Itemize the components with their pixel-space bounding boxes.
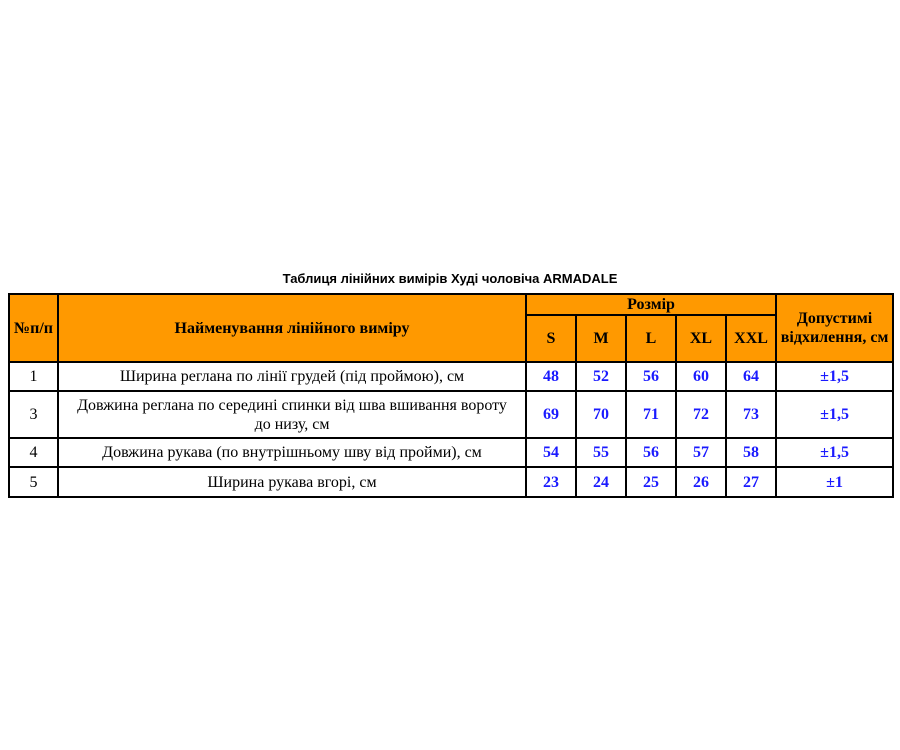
- row-tolerance: ±1,5: [776, 391, 893, 438]
- header-size-group: Розмір: [526, 294, 776, 315]
- value-m: 70: [576, 391, 626, 438]
- value-m: 55: [576, 438, 626, 467]
- header-row-top: [9, 294, 893, 315]
- value-l: 56: [626, 438, 676, 467]
- value-xxl: 64: [726, 362, 776, 391]
- row-measurement-name: Ширина рукава вгорі, см: [58, 467, 526, 497]
- row-tolerance: ±1,5: [776, 362, 893, 391]
- value-m: 52: [576, 362, 626, 391]
- header-size-m: M: [576, 315, 626, 362]
- size-chart-table: [8, 293, 894, 498]
- value-xl: 72: [676, 391, 726, 438]
- value-l: 25: [626, 467, 676, 497]
- table-row: [9, 438, 893, 467]
- value-s: 54: [526, 438, 576, 467]
- row-number: 3: [9, 391, 58, 438]
- table-row: [9, 467, 893, 497]
- value-xl: 26: [676, 467, 726, 497]
- row-measurement-name: Ширина реглана по лінії грудей (під проймою), см: [58, 362, 526, 391]
- table-row: [9, 362, 893, 391]
- header-tolerance: Допустимі відхилення, см: [776, 294, 893, 362]
- value-xl: 57: [676, 438, 726, 467]
- row-measurement-name: Довжина реглана по середині спинки від шва вшивання вороту до низу, см: [58, 391, 526, 438]
- header-size-xl: XL: [676, 315, 726, 362]
- value-s: 48: [526, 362, 576, 391]
- value-m: 24: [576, 467, 626, 497]
- value-l: 71: [626, 391, 676, 438]
- value-xxl: 58: [726, 438, 776, 467]
- header-measurement-name: Найменування лінійного виміру: [58, 294, 526, 362]
- header-size-l: L: [626, 315, 676, 362]
- value-s: 23: [526, 467, 576, 497]
- row-measurement-name: Довжина рукава (по внутрішньому шву від пройми), см: [58, 438, 526, 467]
- header-size-s: S: [526, 315, 576, 362]
- value-s: 69: [526, 391, 576, 438]
- value-xxl: 27: [726, 467, 776, 497]
- row-tolerance: ±1: [776, 467, 893, 497]
- table-row: [9, 391, 893, 438]
- value-l: 56: [626, 362, 676, 391]
- table-caption: Таблиця лінійних вимірів Худі чоловіча ARMADALE: [282, 271, 618, 286]
- value-xxl: 73: [726, 391, 776, 438]
- header-number: №п/п: [9, 294, 58, 362]
- value-xl: 60: [676, 362, 726, 391]
- row-number: 1: [9, 362, 58, 391]
- row-number: 4: [9, 438, 58, 467]
- row-number: 5: [9, 467, 58, 497]
- row-tolerance: ±1,5: [776, 438, 893, 467]
- header-size-xxl: XXL: [726, 315, 776, 362]
